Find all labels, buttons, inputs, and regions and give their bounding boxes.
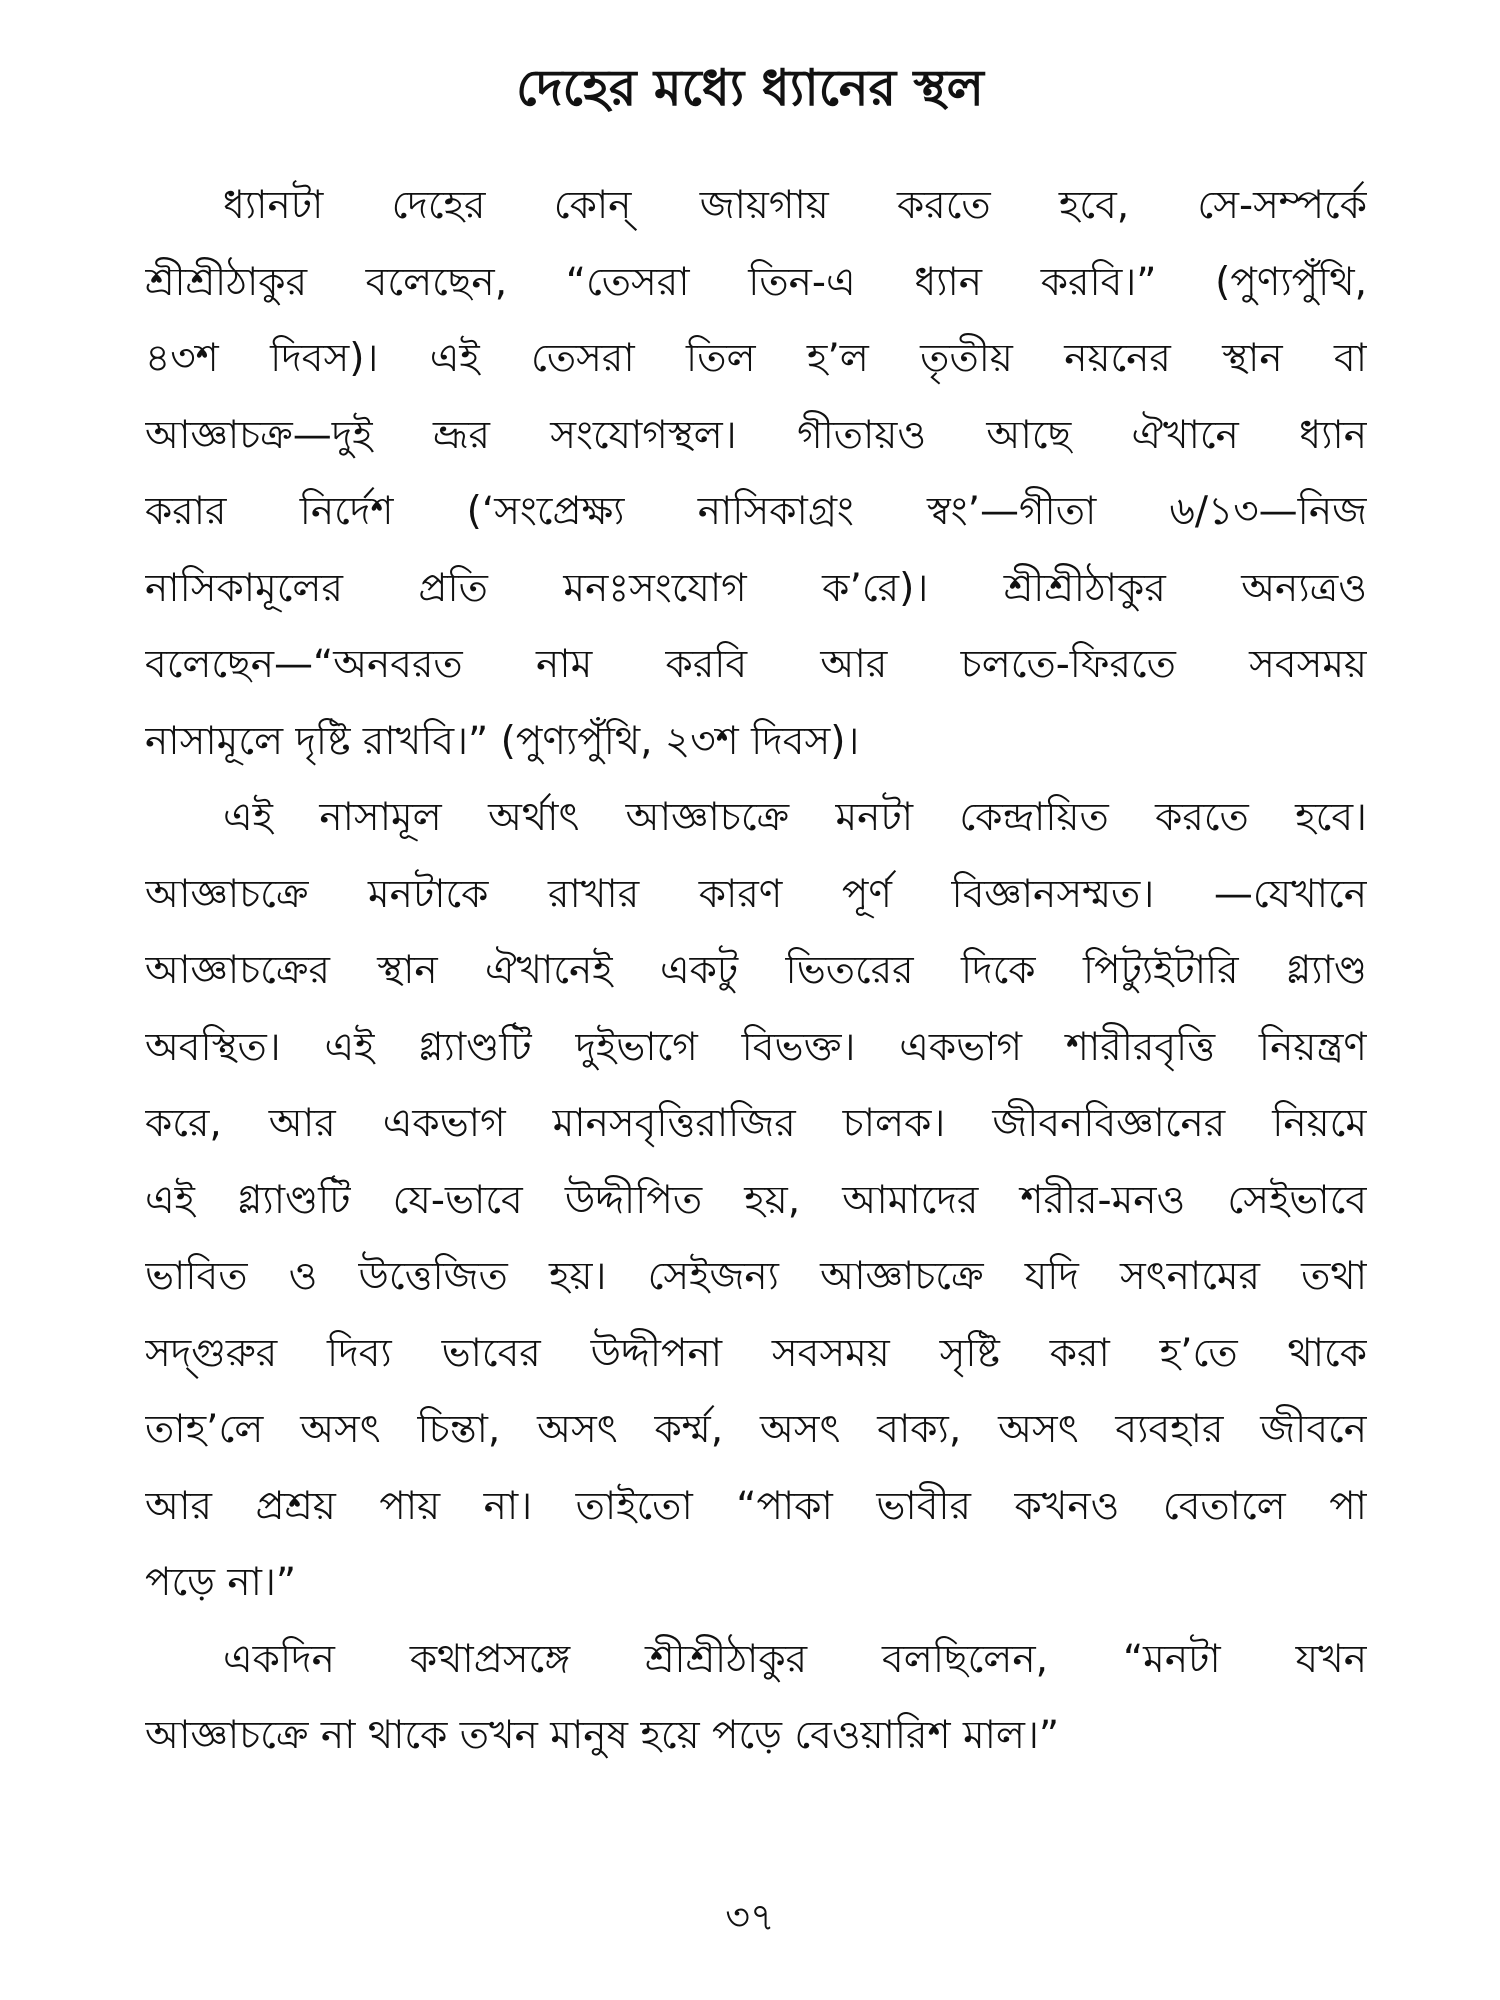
text-line: সদ্গুরুর দিব্য ভাবের উদ্দীপনা সবসময় সৃষ্টি করা হ’তে থাকে <box>145 1330 1367 1376</box>
text-line: এই নাসামূল অর্থাৎ আজ্ঞাচক্রে মনটা কেন্দ্রায়িত করতে হবে। <box>223 795 1367 840</box>
text-line: এই গ্ল্যাণ্ডটি যে-ভাবে উদ্দীপিত হয়, আমাদের শরীর-মনও সেইভাবে <box>145 1177 1367 1223</box>
paragraph-2 <box>145 780 1367 1622</box>
text-line: করার নির্দেশ (‘সংপ্রেক্ষ্য নাসিকাগ্রং স্বং’—গীতা ৬/১৩—নিজ <box>145 489 1367 534</box>
text-line: আজ্ঞাচক্রের স্থান ঐখানেই একটু ভিতরের দিকে পিট্যুইটারি গ্ল্যাণ্ড <box>145 948 1367 993</box>
body-text <box>145 168 1367 1775</box>
text-line: করে, আর একভাগ মানসবৃত্তিরাজির চালক। জীবনবিজ্ঞানের নিয়মে <box>145 1101 1367 1146</box>
text-line: অবস্থিত। এই গ্ল্যাণ্ডটি দুইভাগে বিভক্ত। একভাগ শারীরবৃত্তি নিয়ন্ত্রণ <box>145 1024 1367 1070</box>
text-line: তাহ’লে অসৎ চিন্তা, অসৎ কর্ম্ম, অসৎ বাক্য, অসৎ ব্যবহার জীবনে <box>145 1407 1367 1452</box>
text-line: আজ্ঞাচক্রে মনটাকে রাখার কারণ পূর্ণ বিজ্ঞানসম্মত। —যেখানে <box>145 871 1367 917</box>
text-line: আজ্ঞাচক্র—দুই ভ্রূর সংযোগস্থল। গীতায়ও আছে ঐখানে ধ্যান <box>145 412 1367 458</box>
text-line: ৪৩শ দিবস)। এই তেসরা তিল হ’ল তৃতীয় নয়নের স্থান বা <box>145 336 1367 381</box>
text-line: নাসিকামূলের প্রতি মনঃসংযোগ ক’রে)। শ্রীশ্রীঠাকুর অন্যত্রও <box>145 565 1367 611</box>
text-line: ভাবিত ও উত্তেজিত হয়। সেইজন্য আজ্ঞাচক্রে যদি সৎনামের তথা <box>145 1254 1367 1299</box>
chapter-title: দেহের মধ্যে ধ্যানের স্থল <box>516 59 984 117</box>
text-line: আর প্রশ্রয় পায় না। তাইতো “পাকা ভাবীর কখনও বেতালে পা <box>145 1483 1367 1529</box>
page-number: ৩৭ <box>725 1895 775 1939</box>
text-line: একদিন কথাপ্রসঙ্গে শ্রীশ্রীঠাকুর বলছিলেন, “মনটা যখন <box>223 1636 1367 1682</box>
text-line: বলেছেন—“অনবরত নাম করবি আর চলতে-ফিরতে সবসময় <box>145 642 1367 687</box>
text-line: ধ্যানটা দেহের কোন্ জায়গায় করতে হবে, সে-সম্পর্কে <box>223 183 1367 228</box>
text-line: আজ্ঞাচক্রে না থাকে তখন মানুষ হয়ে পড়ে বেওয়ারিশ মাল।” <box>145 1713 1060 1758</box>
paragraph-3 <box>145 1622 1367 1775</box>
text-line: শ্রীশ্রীঠাকুর বলেছেন, “তেসরা তিন-এ ধ্যান করবি।” (পুণ্যপুঁথি, <box>145 259 1367 305</box>
text-line: নাসামূলে দৃষ্টি রাখবি।” (পুণ্যপুঁথি, ২৩শ দিবস)। <box>145 718 860 764</box>
paragraph-1 <box>145 168 1367 780</box>
text-line: পড়ে না।” <box>145 1560 297 1605</box>
